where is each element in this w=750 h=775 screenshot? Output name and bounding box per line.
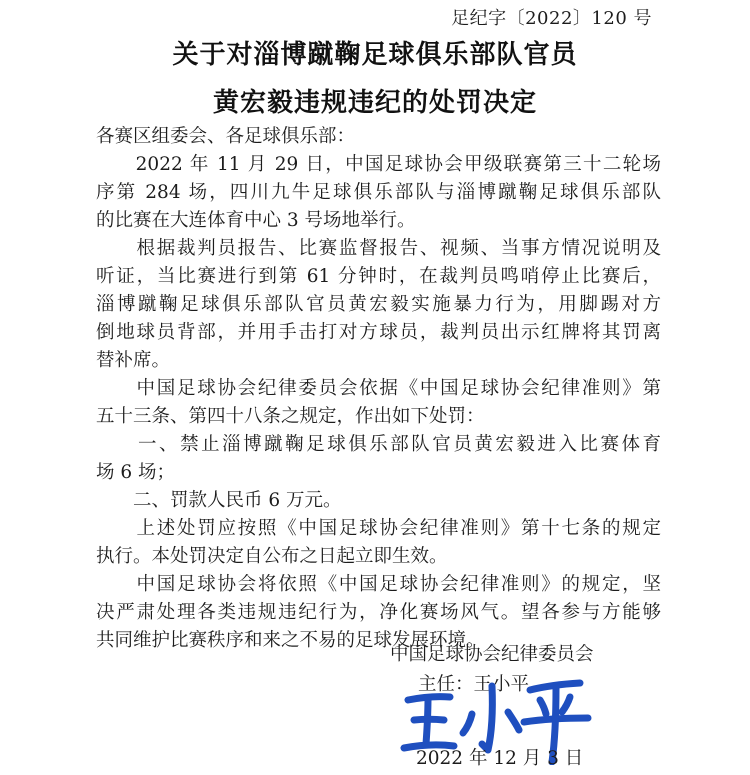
title-line-1: 关于对淄博蹴鞠足球俱乐部队官员 bbox=[172, 40, 578, 70]
paragraph-3-line-2: 五十三条、第四十八条之规定，作出如下处罚： bbox=[96, 406, 485, 427]
paragraph-2-line-3: 淄博蹴鞠足球俱乐部队官员黄宏毅实施暴力行为，用脚踢对方 bbox=[96, 294, 661, 315]
paragraph-1-line-3: 的比赛在大连体育中心 3 号场地举行。 bbox=[96, 210, 416, 231]
salutation: 各赛区组委会、各足球俱乐部： bbox=[96, 126, 356, 147]
penalty-2: 二、罚款人民币 6 万元。 bbox=[96, 490, 342, 511]
penalty-1-line-1: 一、禁止淄博蹴鞠足球俱乐部队官员黄宏毅进入比赛体育 bbox=[96, 434, 661, 455]
paragraph-4-line-2: 执行。本处罚决定自公布之日起立即生效。 bbox=[96, 546, 448, 567]
paragraph-3-line-1: 中国足球协会纪律委员会依据《中国足球协会纪律准则》第 bbox=[96, 378, 661, 399]
title-line-2: 黄宏毅违规违纪的处罚决定 bbox=[212, 88, 537, 118]
paragraph-2-line-5: 替补席。 bbox=[96, 350, 171, 371]
paragraph-1-line-2: 序第 284 场，四川九牛足球俱乐部队与淄博蹴鞠足球俱乐部队 bbox=[96, 182, 661, 203]
paragraph-2-line-1: 根据裁判员报告、比赛监督报告、视频、当事方情况说明及 bbox=[96, 238, 661, 259]
paragraph-5-line-2: 决严肃处理各类违规违纪行为，净化赛场风气。望各参与方能够 bbox=[96, 602, 661, 623]
committee-name: 中国足球协会纪律委员会 bbox=[390, 644, 594, 665]
paragraph-4-line-1: 上述处罚应按照《中国足球协会纪律准则》第十七条的规定 bbox=[96, 518, 661, 539]
paragraph-2-line-2: 听证，当比赛进行到第 61 分钟时，在裁判员鸣哨停止比赛后， bbox=[96, 266, 661, 287]
paragraph-2-line-4: 倒地球员背部，并用手击打对方球员，裁判员出示红牌将其罚离 bbox=[96, 322, 661, 343]
director-line: 主任：王小平 bbox=[418, 674, 530, 695]
issue-date: 2022 年 12 月 3 日 bbox=[416, 748, 584, 769]
paragraph-5-line-1: 中国足球协会将依照《中国足球协会纪律准则》的规定，坚 bbox=[96, 574, 661, 595]
document-number: 足纪字〔2022〕120 号 bbox=[451, 8, 652, 29]
paragraph-1-line-1: 2022 年 11 月 29 日，中国足球协会甲级联赛第三十二轮场 bbox=[96, 154, 661, 175]
penalty-1-line-2: 场 6 场； bbox=[96, 462, 176, 483]
paragraph-5-line-3: 共同维护比赛秩序和来之不易的足球发展环境。 bbox=[96, 630, 485, 651]
